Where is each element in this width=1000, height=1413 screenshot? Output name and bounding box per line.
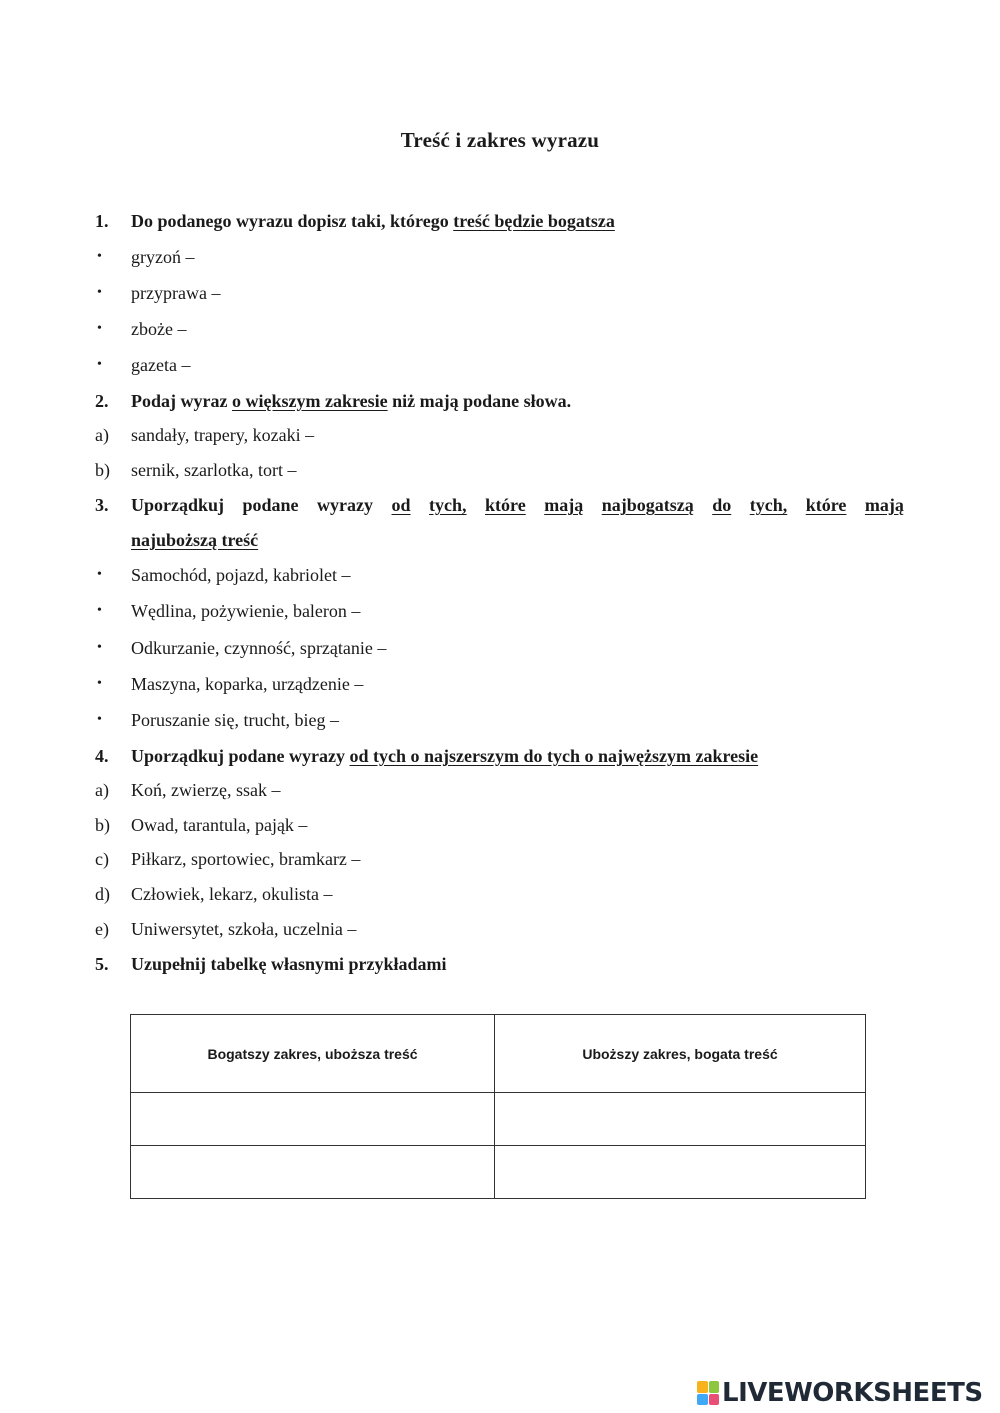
list-item (95, 777, 905, 803)
question-number: 4. (95, 746, 109, 766)
list-marker: a) (95, 425, 109, 445)
answer-prompt: Człowiek, lekarz, okulista – (131, 884, 333, 904)
list-item (95, 457, 905, 483)
list-marker: a) (95, 780, 109, 800)
list-item (95, 562, 905, 588)
bullet-icon: • (97, 249, 102, 264)
question-1 (95, 208, 905, 234)
table-header-row (131, 1015, 866, 1093)
list-item (95, 846, 905, 872)
liveworksheets-logo-icon (697, 1381, 719, 1405)
list-item (95, 812, 905, 838)
list-item (95, 316, 905, 342)
bullet-icon: • (97, 640, 102, 655)
answer-cell[interactable] (131, 1146, 495, 1199)
answer-prompt: Poruszanie się, trucht, bieg – (131, 710, 339, 730)
question-3 (95, 492, 905, 518)
bullet-icon: • (97, 567, 102, 582)
question-2 (95, 388, 905, 414)
list-marker: c) (95, 849, 109, 869)
column-header-rich-scope: Bogatszy zakres, uboższa treść (131, 1015, 495, 1093)
brand-name: LIVEWORKSHEETS (722, 1378, 983, 1408)
answer-prompt: Owad, tarantula, pająk – (131, 815, 308, 835)
logo-square-icon (697, 1381, 708, 1393)
list-item (95, 635, 905, 661)
answer-prompt: zboże – (131, 319, 187, 339)
bullet-icon: • (97, 676, 102, 691)
question-text: Podaj wyraz o większym zakresie niż mają podane słowa. (131, 391, 572, 411)
question-number: 3. (95, 495, 109, 515)
answer-cell[interactable] (495, 1146, 866, 1199)
answer-prompt: Wędlina, pożywienie, baleron – (131, 601, 361, 621)
list-marker: b) (95, 460, 110, 480)
answer-cell[interactable] (495, 1093, 866, 1146)
question-3-continued (95, 527, 905, 553)
answer-prompt: Maszyna, koparka, urządzenie – (131, 674, 364, 694)
answer-prompt: przyprawa – (131, 283, 221, 303)
list-marker: e) (95, 919, 109, 939)
column-header-poor-scope: Uboższy zakres, bogata treść (495, 1015, 866, 1093)
table-row (131, 1146, 866, 1199)
bullet-icon: • (97, 712, 102, 727)
list-item (95, 244, 905, 270)
logo-square-icon (697, 1394, 708, 1406)
question-text: Uporządkuj podane wyrazy od tych o najszerszym do tych o najwęższym zakresie (131, 746, 759, 766)
table-row (131, 1093, 866, 1146)
question-text: najuboższą treść (131, 530, 259, 550)
answer-prompt: sandały, trapery, kozaki – (131, 425, 315, 445)
question-5 (95, 951, 905, 977)
list-item (95, 916, 905, 942)
list-item (95, 598, 905, 624)
question-text: Uzupełnij tabelkę własnymi przykładami (131, 954, 447, 974)
answer-prompt: Samochód, pojazd, kabriolet – (131, 565, 351, 585)
list-item (95, 280, 905, 306)
answer-cell[interactable] (131, 1093, 495, 1146)
bullet-icon: • (97, 321, 102, 336)
logo-square-icon (709, 1381, 720, 1393)
liveworksheets-logo (697, 1378, 983, 1408)
bullet-icon: • (97, 285, 102, 300)
list-marker: b) (95, 815, 110, 835)
answer-prompt: Uniwersytet, szkoła, uczelnia – (131, 919, 357, 939)
list-item (95, 352, 905, 378)
question-text: Do podanego wyrazu dopisz taki, którego treść będzie bogatsza (131, 211, 615, 231)
answer-prompt: gryzoń – (131, 247, 195, 267)
question-number: 5. (95, 954, 109, 974)
page-title: Treść i zakres wyrazu (400, 128, 600, 152)
list-item (95, 707, 905, 733)
question-text: Uporządkuj podane wyrazy od tych, które mają najbogatszą do tych, które mają (131, 495, 904, 515)
list-item (95, 881, 905, 907)
bullet-icon: • (97, 357, 102, 372)
question-number: 1. (95, 211, 109, 231)
list-item (95, 671, 905, 697)
list-item (95, 422, 905, 448)
bullet-icon: • (97, 603, 102, 618)
answer-prompt: Koń, zwierzę, ssak – (131, 780, 281, 800)
answer-prompt: Odkurzanie, czynność, sprzątanie – (131, 638, 387, 658)
answer-prompt: sernik, szarlotka, tort – (131, 460, 297, 480)
question-4 (95, 743, 905, 769)
answer-prompt: gazeta – (131, 355, 191, 375)
answer-table (130, 1014, 866, 1199)
list-marker: d) (95, 884, 110, 904)
answer-prompt: Piłkarz, sportowiec, bramkarz – (131, 849, 361, 869)
question-number: 2. (95, 391, 109, 411)
logo-square-icon (709, 1394, 720, 1406)
